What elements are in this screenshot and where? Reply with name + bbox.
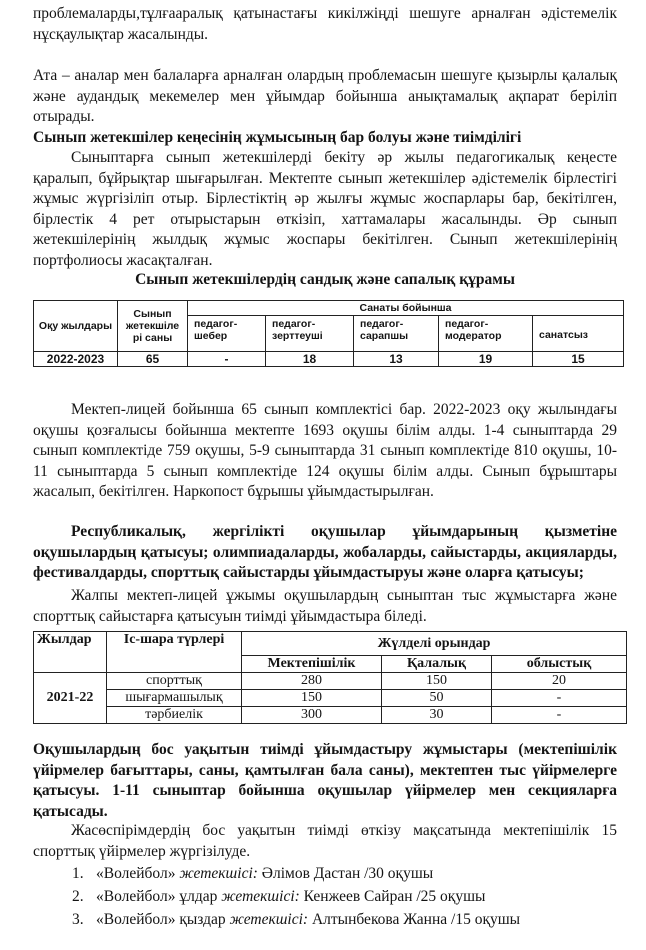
- section-heading-council: Сынып жетекшілер кеңесінің жұмысының бар болуы және тиімділігі: [33, 129, 522, 146]
- table-cell-count: 65: [118, 352, 188, 367]
- table-cell-value: 18: [266, 352, 354, 367]
- section-note-participation: Жалпы мектеп-лицей ұжымы оқушылардың сыныптан тыс жұмыстарға және спорттық сайыстарға қатысуын тиімді ұйымдастыра біледі.: [33, 587, 617, 625]
- header-school-level: Мектепішілік: [242, 656, 382, 673]
- table-cell-value: -: [492, 707, 627, 724]
- table-cell-year: 2021-22: [34, 673, 107, 724]
- category-header: педагог-сарапшы: [354, 316, 439, 352]
- category-header: педагог-модератор: [439, 316, 533, 352]
- table-cell-value: 19: [439, 352, 533, 367]
- table-cell-value: 50: [382, 690, 492, 707]
- header-event-type: Іс-шара түрлері: [107, 632, 242, 673]
- header-city-level: Қалалық: [382, 656, 492, 673]
- section-body-council: Сыныптарға сынып жетекшілерді бекіту әр жылы педагогикалық кеңесте қаралып, бұйрықтар шығарылған. Мектепте сынып жетекшілер әдістемелік бірлестігі жұмыс жүргізіліп отыр. Бірлестіктің әр жылғы жұмыс жоспарлары бар, бекітілген, бірлестік 4 рет отырыстарын өткізіп, хаттамалары жасалынды. Әр сынып жетекшілерінің жылдық жұмыс жоспары бекітілген. Сынып жетекшілерінің портфолиосы жасақталған.: [33, 149, 617, 269]
- sports-clubs-list: [72, 862, 632, 931]
- section-body-leisure: Жасөспірімдердің бос уақытын тиімді өткізу мақсатында мектепішілік 15 спорттық үйірмелер жүргізілуде.: [33, 822, 617, 860]
- club-leader: Әлімов Дастан /30 оқушы: [261, 865, 434, 882]
- category-header: санатсыз: [533, 316, 624, 352]
- list-item: [72, 885, 632, 908]
- table-cell-event-type: шығармашылық: [107, 690, 242, 707]
- table-cell-value: -: [492, 690, 627, 707]
- club-leader: Кенжеев Сайран /25 оқушы: [303, 888, 486, 905]
- section-heading-leisure: Оқушылардың бос уақытын тиімді ұйымдастыру жұмыстары (мектепішілік үйірмелер бағыттары, саны, қамтылған бала саны), мектептен тыс үйірмелерге қатысуы. 1-11 сыныптар бойынша оқушылар үйірмелер мен секцияларға қатысады.: [33, 741, 617, 820]
- table-cell-year: 2022-2023: [34, 352, 118, 367]
- class-teachers-table: [33, 300, 624, 367]
- table-cell-value: 280: [242, 673, 382, 690]
- intro-paragraph-1: проблемаларды,тұлғааралық қатынастағы кикілжіңді шешуге арналған әдістемелік нұсқаулықтар жасалынды.: [33, 5, 617, 43]
- list-item: [72, 908, 632, 931]
- awards-table: [33, 631, 627, 724]
- table-cell-value: 150: [382, 673, 492, 690]
- header-teacher-count: Сынып жетекшіле рі саны: [118, 301, 188, 352]
- club-name: «Волейбол» қыздар: [96, 911, 226, 928]
- club-name: «Волейбол» ұлдар: [96, 888, 218, 905]
- table-cell-value: 20: [492, 673, 627, 690]
- club-name: «Волейбол»: [96, 865, 176, 882]
- list-item: [72, 862, 632, 885]
- table-cell-value: 150: [242, 690, 382, 707]
- category-header: педагог-шебер: [188, 316, 266, 352]
- table-cell-event-type: спорттық: [107, 673, 242, 690]
- category-header: педагог-зерттеуші: [266, 316, 354, 352]
- section-body-students: Мектеп-лицей бойынша 65 сынып комплектісі бар. 2022-2023 оқу жылындағы оқушы қозғалысы бойынша мектепте 1693 оқушы білім алды. 1-4 сыныптарда 29 сынып комплектіде 759 оқушы, 5-9 сыныптарда 31 сынып комплектіде 810 оқушы, 10-11 сыныптарда 5 сынып комплектіде 124 оқушы білім алды. Сынып бұрыштары жасалып, бекітілген. Наркопост бұрышы ұйымдастырылған.: [33, 401, 617, 500]
- table-title-class-teachers: Сынып жетекшілердің сандық және сапалық құрамы: [135, 271, 515, 288]
- table-cell-value: 13: [354, 352, 439, 367]
- intro-paragraph-2: Ата – аналар мен балаларға арналған олардың проблемасын шешуге қызырлы қалалық және аудандық мекемелер мен ұйымдар бойынша анықтамалық ақпарат беріліп отырады.: [33, 67, 617, 125]
- club-leader-label: жетекшісі:: [179, 865, 258, 882]
- header-prize-places: Жүлделі орындар: [242, 632, 627, 656]
- club-leader-label: жетекшісі:: [221, 888, 300, 905]
- header-years: Жылдар: [34, 632, 107, 673]
- club-leader-label: жетекшісі:: [229, 911, 309, 928]
- club-leader: Алтынбекова Жанна /15 оқушы: [311, 911, 521, 928]
- table-cell-event-type: тәрбиелік: [107, 707, 242, 724]
- header-region-level: облыстық: [492, 656, 627, 673]
- list-item-number: 1.: [72, 865, 84, 882]
- table-cell-value: 300: [242, 707, 382, 724]
- header-academic-years: Оқу жылдары: [34, 301, 118, 352]
- table-cell-value: -: [188, 352, 266, 367]
- list-item-number: 2.: [72, 888, 84, 905]
- list-item-number: 3.: [72, 911, 84, 928]
- table-cell-value: 30: [382, 707, 492, 724]
- table-cell-value: 15: [533, 352, 624, 367]
- section-heading-participation: Республикалық, жергілікті оқушылар ұйымдарының қызметіне оқушылардың қатысуы; олимпиадаларды, жобаларды, сайыстарды, акцияларды, фестивалдарды, спорттық сайыстарды ұйымдастыруы және оларға қатысуы;: [33, 523, 617, 581]
- header-by-category: Санаты бойынша: [188, 301, 624, 316]
